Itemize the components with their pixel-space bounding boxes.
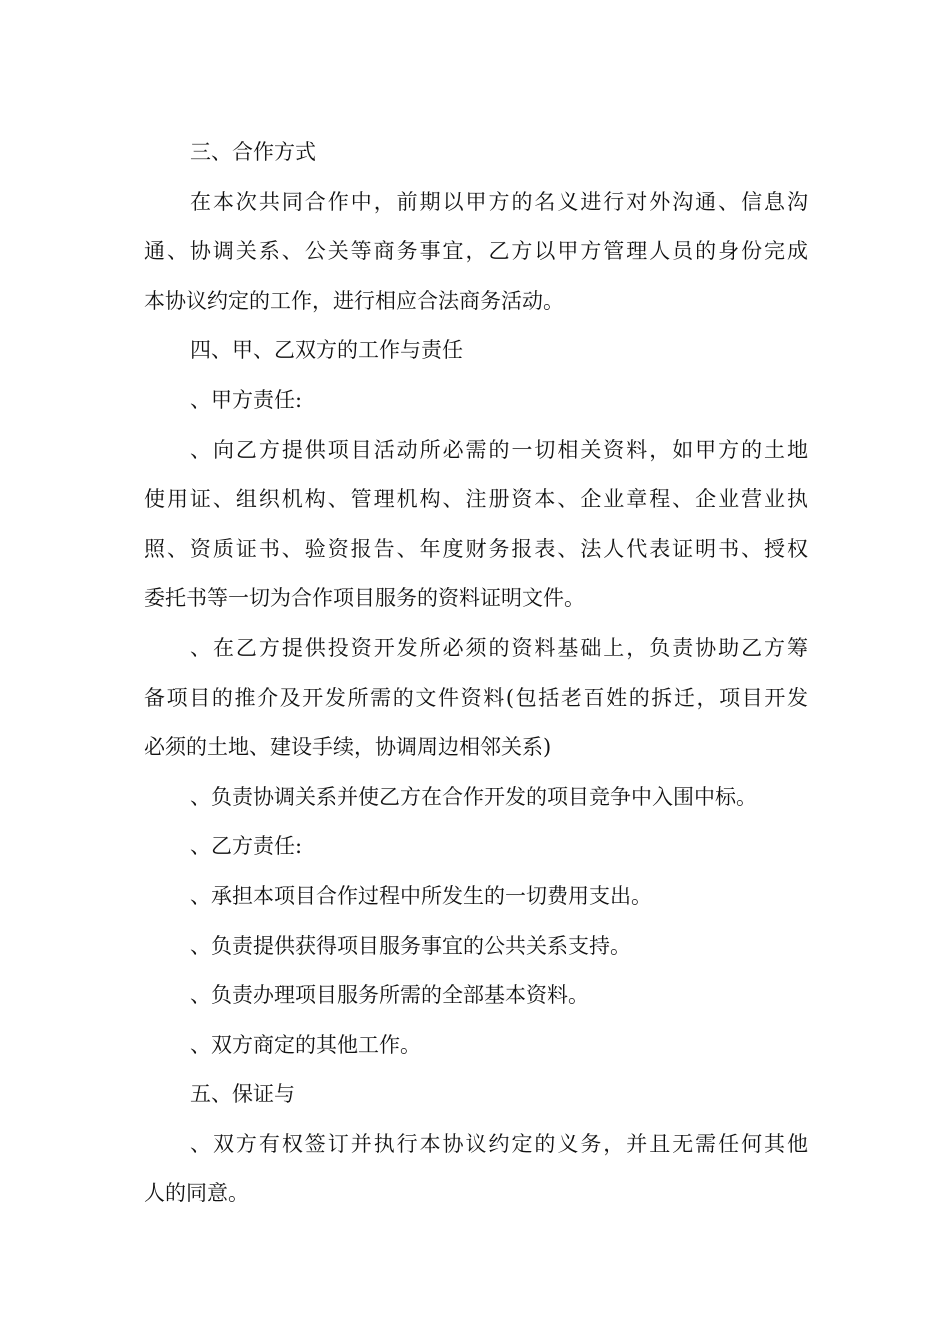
text-line: 、乙方责任: (190, 834, 303, 859)
document-body (144, 128, 808, 1219)
text-line: 、负责办理项目服务所需的全部基本资料。 (190, 983, 589, 1008)
text-line: 通、协调关系、公关等商务事宜，乙方以甲方管理人员的身份完成 (144, 239, 808, 264)
text-line: 委托书等一切为合作项目服务的资料证明文件。 (144, 586, 585, 611)
text-line: 本协议约定的工作，进行相应合法商务活动。 (144, 288, 564, 313)
text-line: 照、资质证书、验资报告、年度财务报表、法人代表证明书、授权 (144, 536, 808, 561)
text-line: 使用证、组织机构、管理机构、注册资本、企业章程、企业营业执 (144, 487, 808, 512)
text-line: 五、保证与 (190, 1082, 295, 1107)
text-line: 、承担本项目合作过程中所发生的一切费用支出。 (190, 883, 652, 908)
text-line: 、双方商定的其他工作。 (190, 1032, 421, 1057)
text-line: 人的同意。 (144, 1181, 249, 1206)
text-line: 、向乙方提供项目活动所必需的一切相关资料，如甲方的土地 (190, 437, 808, 462)
text-line: 、负责提供获得项目服务事宜的公共关系支持。 (190, 933, 631, 958)
text-line: 、负责协调关系并使乙方在合作开发的项目竞争中入围中标。 (190, 784, 757, 809)
text-line: 必须的土地、建设手续，协调周边相邻关系) (144, 735, 552, 760)
text-line: 、在乙方提供投资开发所必须的资料基础上，负责协助乙方筹 (190, 635, 808, 660)
text-line: 备项目的推介及开发所需的文件资料(包括老百姓的拆迁，项目开发 (144, 685, 808, 710)
text-line: 、甲方责任: (190, 387, 303, 412)
text-line: 、双方有权签订并执行本协议约定的义务，并且无需任何其他 (190, 1131, 808, 1156)
text-line: 三、合作方式 (190, 140, 316, 164)
text-line: 在本次共同合作中，前期以甲方的名义进行对外沟通、信息沟 (190, 189, 808, 214)
text-line: 四、甲、乙双方的工作与责任 (190, 338, 463, 363)
